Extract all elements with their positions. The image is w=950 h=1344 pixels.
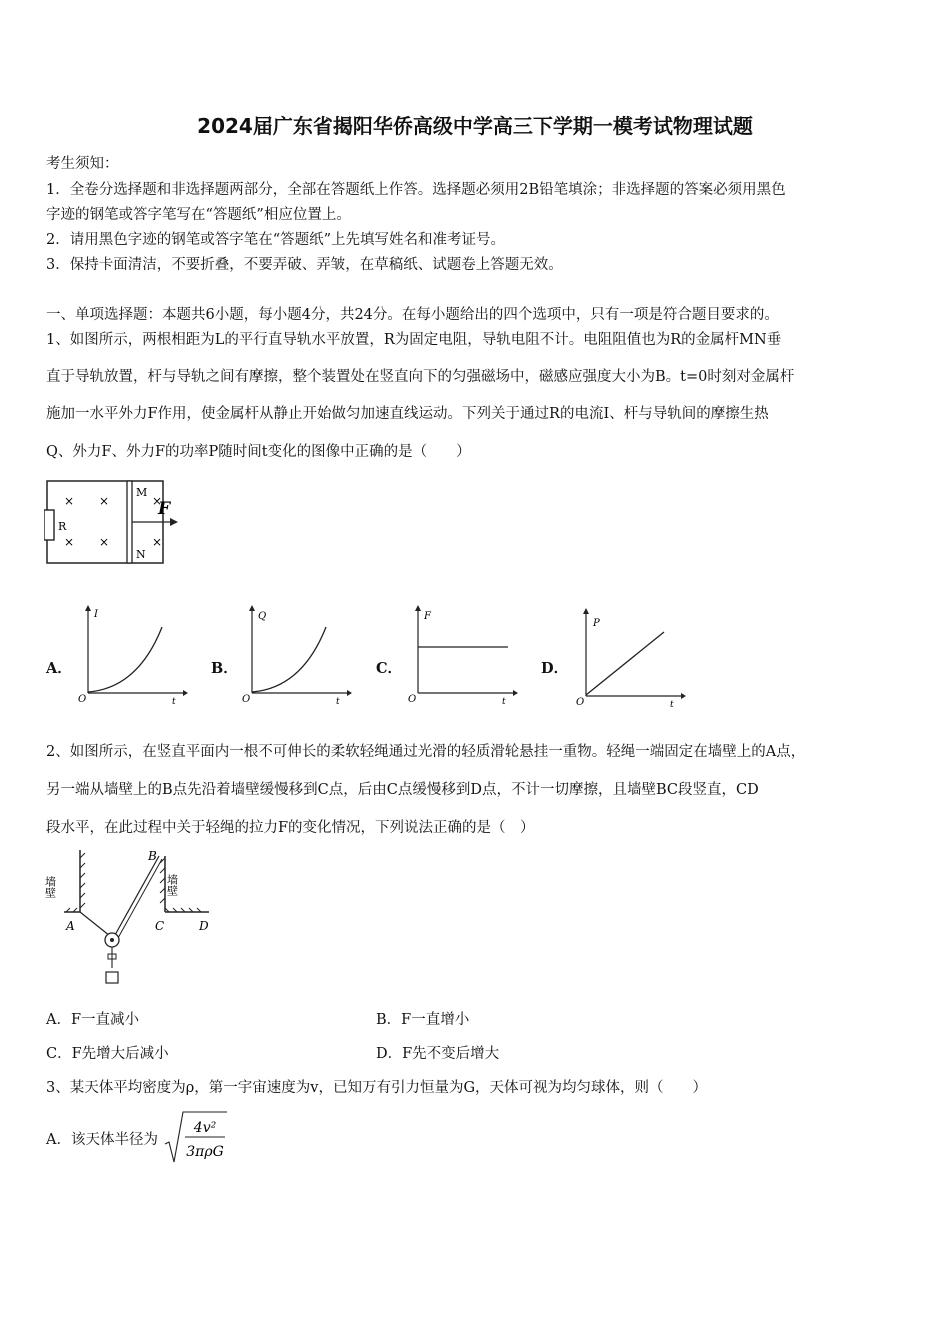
svg-text:O: O (576, 697, 585, 708)
q2-option-b: B．F一直增小 (376, 1012, 470, 1028)
q1-option-b-label: B． (211, 660, 238, 677)
notice-line-4: 3．保持卡面清洁，不要折叠，不要弄破、弄皱，在草稿纸、试题卷上答题无效。 (46, 257, 563, 273)
linear-line (586, 632, 664, 695)
q2-option-d: D．F先不变后增大 (376, 1046, 500, 1062)
q1-graph-a (78, 605, 188, 705)
svg-text:F: F (424, 611, 431, 622)
metal-rod (127, 481, 132, 563)
q1-circuit-figure (44, 478, 184, 568)
rope-right (115, 856, 159, 935)
svg-text:Q: Q (258, 611, 267, 622)
svg-text:A: A (66, 919, 75, 933)
field-mark: × (99, 494, 110, 508)
svg-text:C: C (155, 919, 165, 933)
q2-line-2: 另一端从墙壁上的B点先沿着墙壁缓慢移到C点，后由C点缓慢移到D点，不计一切摩擦，且墙壁BC段竖直，CD (46, 782, 759, 798)
formula-denominator: 3πρG (185, 1144, 224, 1160)
section-heading: 一、单项选择题：本题共6小题，每小题4分，共24分。在每小题给出的四个选项中，只有一项是符合题目要求的。 (46, 307, 779, 323)
q1-line-1: 1、如图所示，两根相距为L的平行直导轨水平放置，R为固定电阻，导轨电阻不计。电阻阻值也为R的金属杆MN垂 (46, 332, 782, 348)
rod-label-m: M (136, 486, 148, 499)
svg-text:B: B (148, 849, 157, 863)
q2-line-1: 2、如图所示，在竖直平面内一根不可伸长的柔软轻绳通过光滑的轻质滑轮悬挂一重物。轻绳一端固定在墙壁上的A点， (46, 744, 806, 760)
q1-graph-d (576, 608, 686, 708)
q1-graph-c (408, 605, 518, 705)
q1-option-a-label: A． (46, 660, 72, 677)
q1-line-3: 施加一水平外力F作用，使金属杆从静止开始做匀加速直线运动。下列关于通过R的电流I、杆与导轨间的摩擦生热 (46, 406, 769, 422)
curve-quadratic (252, 627, 326, 692)
svg-text:t: t (502, 697, 506, 705)
force-label: F (158, 499, 171, 519)
svg-text:t: t (172, 697, 176, 705)
force-arrowhead (170, 518, 178, 526)
exam-title: 2024届广东省揭阳华侨高级中学高三下学期一模考试物理试题 (197, 114, 753, 138)
q2-pulley-figure (44, 848, 219, 990)
svg-text:I: I (94, 609, 98, 620)
field-mark: × (64, 535, 75, 549)
svg-text:P: P (593, 618, 600, 629)
weight-block (106, 972, 118, 983)
q1-option-d-label: D． (541, 660, 569, 677)
q3-radical-formula (163, 1110, 227, 1164)
left-wall-label: 墙壁 (44, 876, 57, 898)
resistor-label: R (58, 520, 67, 533)
notice-line-2: 字迹的钢笔或答字笔写在“答题纸”相应位置上。 (46, 207, 351, 223)
svg-text:O: O (242, 694, 251, 705)
q1-line-2: 直于导轨放置，杆与导轨之间有摩擦，整个装置处在竖直向下的匀强磁场中，磁感应强度大小为B。t=0时刻对金属杆 (46, 369, 795, 385)
field-mark: × (152, 494, 163, 508)
resistor (44, 510, 54, 540)
svg-text:O: O (408, 694, 417, 705)
field-mark: × (152, 535, 163, 549)
q1-line-4: Q、外力F、外力F的功率P随时间t变化的图像中正确的是（ ） (46, 444, 471, 460)
svg-text:t: t (336, 697, 340, 705)
field-mark: × (64, 494, 75, 508)
curve-quadratic (88, 627, 162, 692)
q2-line-3: 段水平，在此过程中关于轻绳的拉力F的变化情况，下列说法正确的是（ ） (46, 820, 535, 836)
svg-text:t: t (670, 700, 674, 708)
notice-line-3: 2．请用黑色字迹的钢笔或答字笔在“答题纸”上先填写姓名和准考证号。 (46, 232, 506, 248)
q1-option-c-label: C． (376, 660, 403, 677)
q3-line: 3、某天体平均密度为ρ，第一宇宙速度为v，已知万有引力恒量为G，天体可视为均匀球体，则（ ） (46, 1080, 708, 1096)
rod-label-n: N (136, 548, 146, 561)
right-wall-label: 墙壁 (165, 874, 179, 896)
notice-line-1: 1．全卷分选择题和非选择题两部分，全部在答题纸上作答。选择题必须用2B铅笔填涂；非选择题的答案必须用黑色 (46, 182, 786, 198)
q2-option-c: C．F先增大后减小 (46, 1046, 169, 1062)
q1-graph-b (242, 605, 352, 705)
q2-option-a: A．F一直减小 (46, 1012, 140, 1028)
q3-option-a (46, 1110, 227, 1164)
rope-left (80, 912, 110, 936)
field-mark: × (99, 535, 110, 549)
svg-text:D: D (199, 919, 209, 933)
q3-option-a-text: A．该天体半径为 (46, 1131, 158, 1148)
svg-text:O: O (78, 694, 87, 705)
notice-heading: 考生须知： (46, 156, 119, 172)
formula-numerator: 4v² (193, 1120, 216, 1136)
